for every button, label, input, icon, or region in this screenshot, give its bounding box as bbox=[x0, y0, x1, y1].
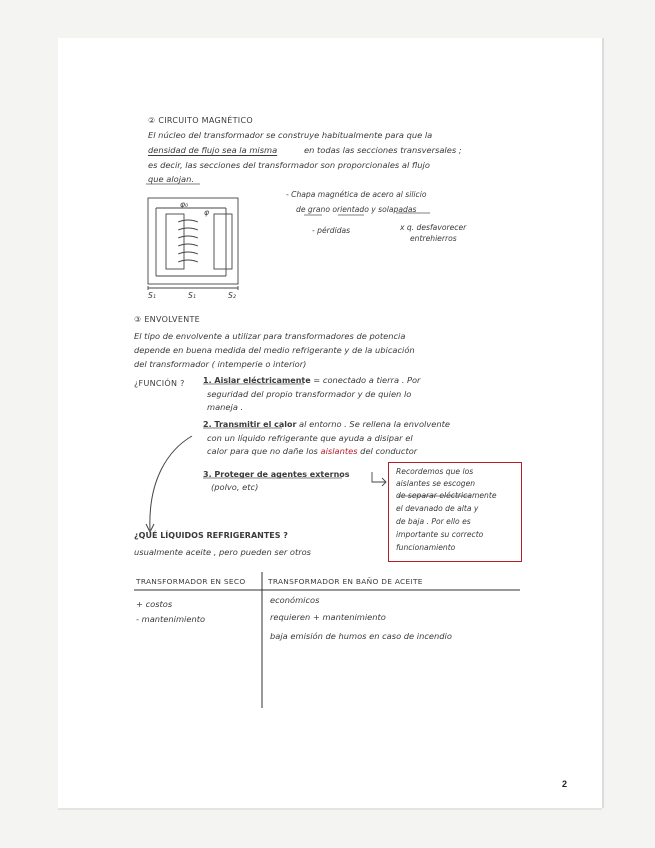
question-liquids: ¿QUÉ LÍQUIDOS REFRIGERANTES ? bbox=[134, 531, 288, 540]
core-window-right bbox=[214, 214, 232, 269]
item2-heading bbox=[203, 420, 450, 429]
item2-line-1: con un líquido refrigerante que ayuda a disipar el bbox=[207, 433, 413, 443]
note-box-line-4: el devanado de alta y bbox=[396, 504, 479, 513]
table-col1-item-2: - mantenimiento bbox=[136, 614, 206, 624]
table-col2-item-2: requieren + mantenimiento bbox=[270, 612, 386, 622]
dimension-line bbox=[148, 286, 238, 290]
item2-tail: del conductor bbox=[357, 446, 418, 456]
section2-heading: ② CIRCUITO MAGNÉTICO bbox=[148, 116, 253, 125]
function-label: ¿FUNCIÓN ? bbox=[134, 379, 185, 388]
note-box-line-1: Recordemos que los bbox=[396, 467, 474, 476]
item1-title: 1. Aislar eléctricamente bbox=[203, 376, 311, 385]
label-phi: φ bbox=[204, 208, 210, 217]
item2-title: 2. Transmitir el calor bbox=[203, 420, 297, 429]
core-outer bbox=[148, 198, 238, 284]
winding-coils bbox=[178, 220, 198, 262]
table-col1-item-1: + costos bbox=[136, 599, 173, 609]
flux-arrow-path bbox=[156, 208, 226, 276]
table-col2-item-3: baja emisión de humos en caso de incendio bbox=[270, 631, 452, 641]
note-perdidas: - pérdidas bbox=[312, 226, 351, 235]
note-entrehierros: entrehierros bbox=[410, 234, 457, 243]
note-box-line-5: de baja . Por ello es bbox=[396, 517, 471, 526]
answer-liquids: usualmente aceite , pero pueden ser otros bbox=[134, 547, 312, 557]
table-col1-header: TRANSFORMADOR EN SECO bbox=[136, 577, 246, 586]
section2-line-2-tail: en todas las secciones transversales ; bbox=[304, 145, 462, 155]
item3-heading bbox=[203, 470, 350, 479]
note-chapa: - Chapa magnética de acero al silicio bbox=[286, 190, 427, 199]
item1-line-2: maneja . bbox=[207, 402, 244, 412]
item3-title: 3. Proteger de agentes externos bbox=[203, 470, 350, 479]
curved-arrow bbox=[150, 436, 192, 530]
section2-line-4: que alojan. bbox=[148, 174, 195, 184]
item1-heading bbox=[203, 376, 420, 385]
section3-line-3: del transformador ( intemperie o interior) bbox=[134, 359, 307, 369]
label-s2: S₂ bbox=[228, 291, 236, 300]
section2-line-2 bbox=[148, 146, 277, 154]
item2-red-word: aislantes bbox=[320, 446, 358, 456]
note-box-line-6: importante su correcto bbox=[396, 530, 484, 539]
section3-line-1: El tipo de envolvente a utilizar para transformadores de potencia bbox=[134, 331, 406, 341]
item2-line-2 bbox=[207, 447, 417, 455]
item1-rest: = conectado a tierra . Por bbox=[310, 375, 421, 385]
note-grano: de grano orientado y solapadas bbox=[296, 205, 417, 214]
box-arrow bbox=[372, 472, 386, 486]
section2-line-1: El núcleo del transformador se construye habitualmente para que la bbox=[148, 130, 433, 140]
label-phi0: φ₀ bbox=[180, 200, 189, 209]
page-number: 2 bbox=[562, 779, 568, 789]
item3-line-1: (polvo, etc) bbox=[211, 482, 259, 492]
section3-heading: ③ ENVOLVENTE bbox=[134, 315, 201, 324]
label-s1-mid: S₁ bbox=[188, 291, 196, 300]
table-col2-header: TRANSFORMADOR EN BAÑO DE ACEITE bbox=[268, 577, 423, 586]
section3-line-2: depende en buena medida del medio refrigerante y de la ubicación bbox=[134, 345, 415, 355]
table-col2-item-1: económicos bbox=[270, 595, 320, 605]
note-box-line-2: aislantes se escogen bbox=[396, 479, 476, 488]
item2-line-2-start: calor para que no dañe los bbox=[207, 446, 321, 456]
item1-line-1: seguridad del propio transformador y de quien lo bbox=[207, 389, 412, 399]
section2-line-3: es decir, las secciones del transformador son proporcionales al flujo bbox=[148, 160, 430, 170]
label-s1-left: S₁ bbox=[148, 291, 156, 300]
transformer-diagram bbox=[148, 198, 238, 290]
note-desfavorecer: x q. desfavorecer bbox=[400, 223, 467, 232]
section2-underlined-phrase: densidad de flujo sea la misma bbox=[148, 145, 278, 155]
note-box-line-7: funcionamiento bbox=[396, 543, 456, 552]
note-box-line-3: de separar eléctricamente bbox=[396, 491, 497, 500]
item2-rest: al entorno . Se rellena la envolvente bbox=[296, 419, 450, 429]
